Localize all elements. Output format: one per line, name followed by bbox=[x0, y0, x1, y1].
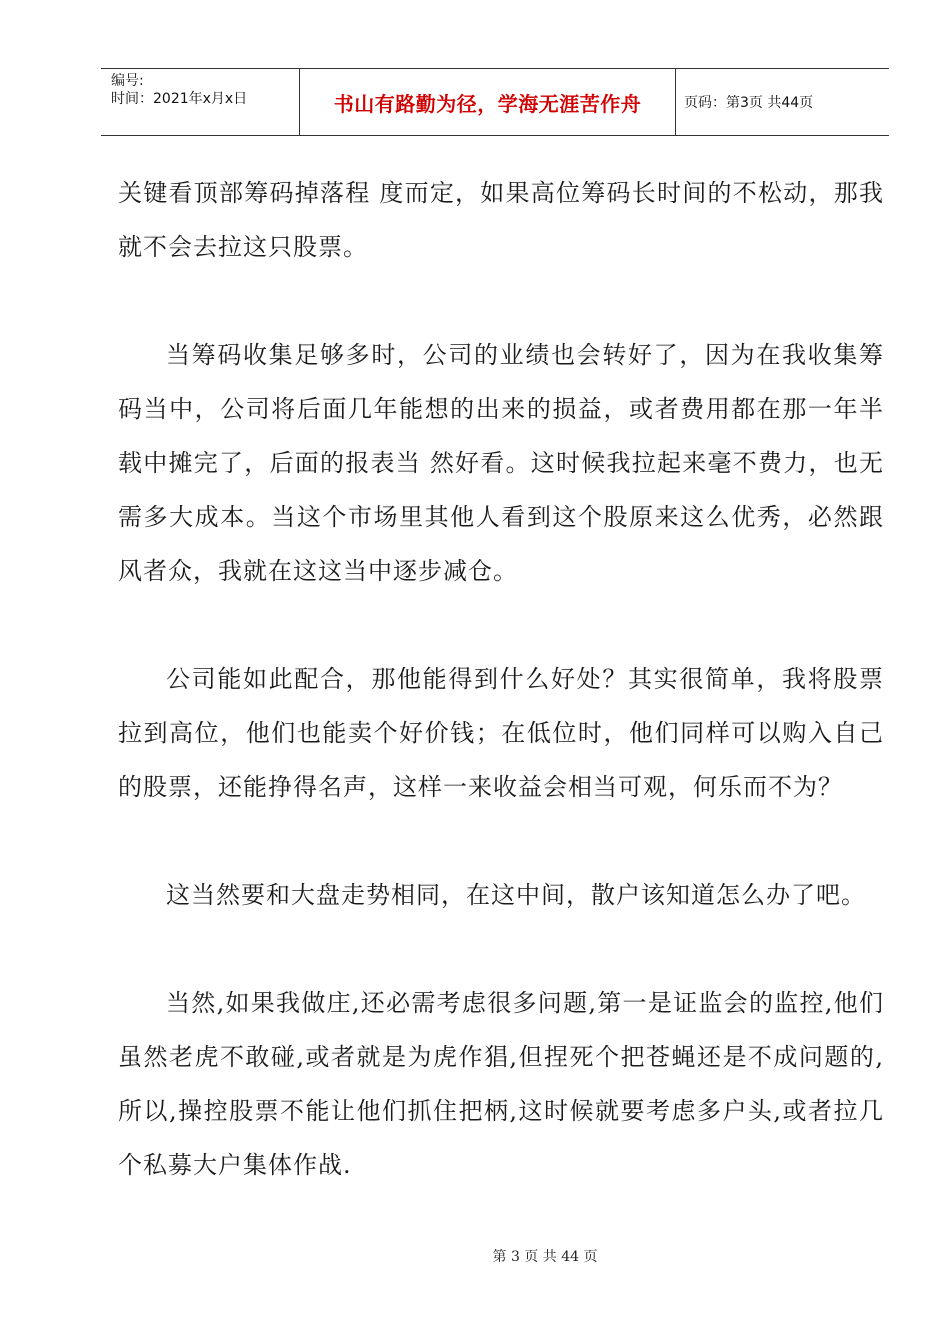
number-label: 编号: bbox=[111, 73, 144, 89]
header-meta bbox=[101, 69, 300, 135]
header-page-info: 页码：第3页 共44页 bbox=[684, 95, 814, 111]
paragraph: 当然,如果我做庄,还必需考虑很多问题,第一是证监会的监控,他们虽然老虎不敢碰,或者就是为虎作猖,但捏死个把苍蝇还是不成问题的,所以,操控股票不能让他们抓住把柄,这时候就要考虑多户头,或者拉几个私募大户集体作战. bbox=[118, 989, 884, 1179]
paragraph: 关键看顶部筹码掉落程 度而定，如果高位筹码长时间的不松动，那我就不会去拉这只股票。 bbox=[118, 179, 884, 261]
document-body bbox=[118, 166, 884, 1246]
page-header bbox=[101, 68, 889, 136]
header-motto: 书山有路勤为径，学海无涯苦作舟 bbox=[300, 69, 676, 135]
paragraph: 这当然要和大盘走势相同，在这中间，散户该知道怎么办了吧。 bbox=[166, 881, 866, 909]
page-footer: 第 3 页 共 44 页 bbox=[492, 1249, 598, 1265]
paragraph: 当筹码收集足够多时，公司的业绩也会转好了，因为在我收集筹码当中，公司将后面几年能想的出来的损益，或者费用都在那一年半载中摊完了，后面的报表当 然好看。这时候我拉起来毫不费力，也无需多大成本。当这个市场里其他人看到这个股原来这么优秀，必然跟风者众，我就在这这当中逐步减仓。 bbox=[118, 341, 884, 585]
paragraph: 公司能如此配合，那他能得到什么好处？其实很简单，我将股票拉到高位，他们也能卖个好价钱；在低位时，他们同样可以购入自己的股票，还能挣得名声，这样一来收益会相当可观，何乐而不为？ bbox=[118, 665, 884, 801]
time-label: 时间：2021年x月x日 bbox=[111, 91, 248, 107]
